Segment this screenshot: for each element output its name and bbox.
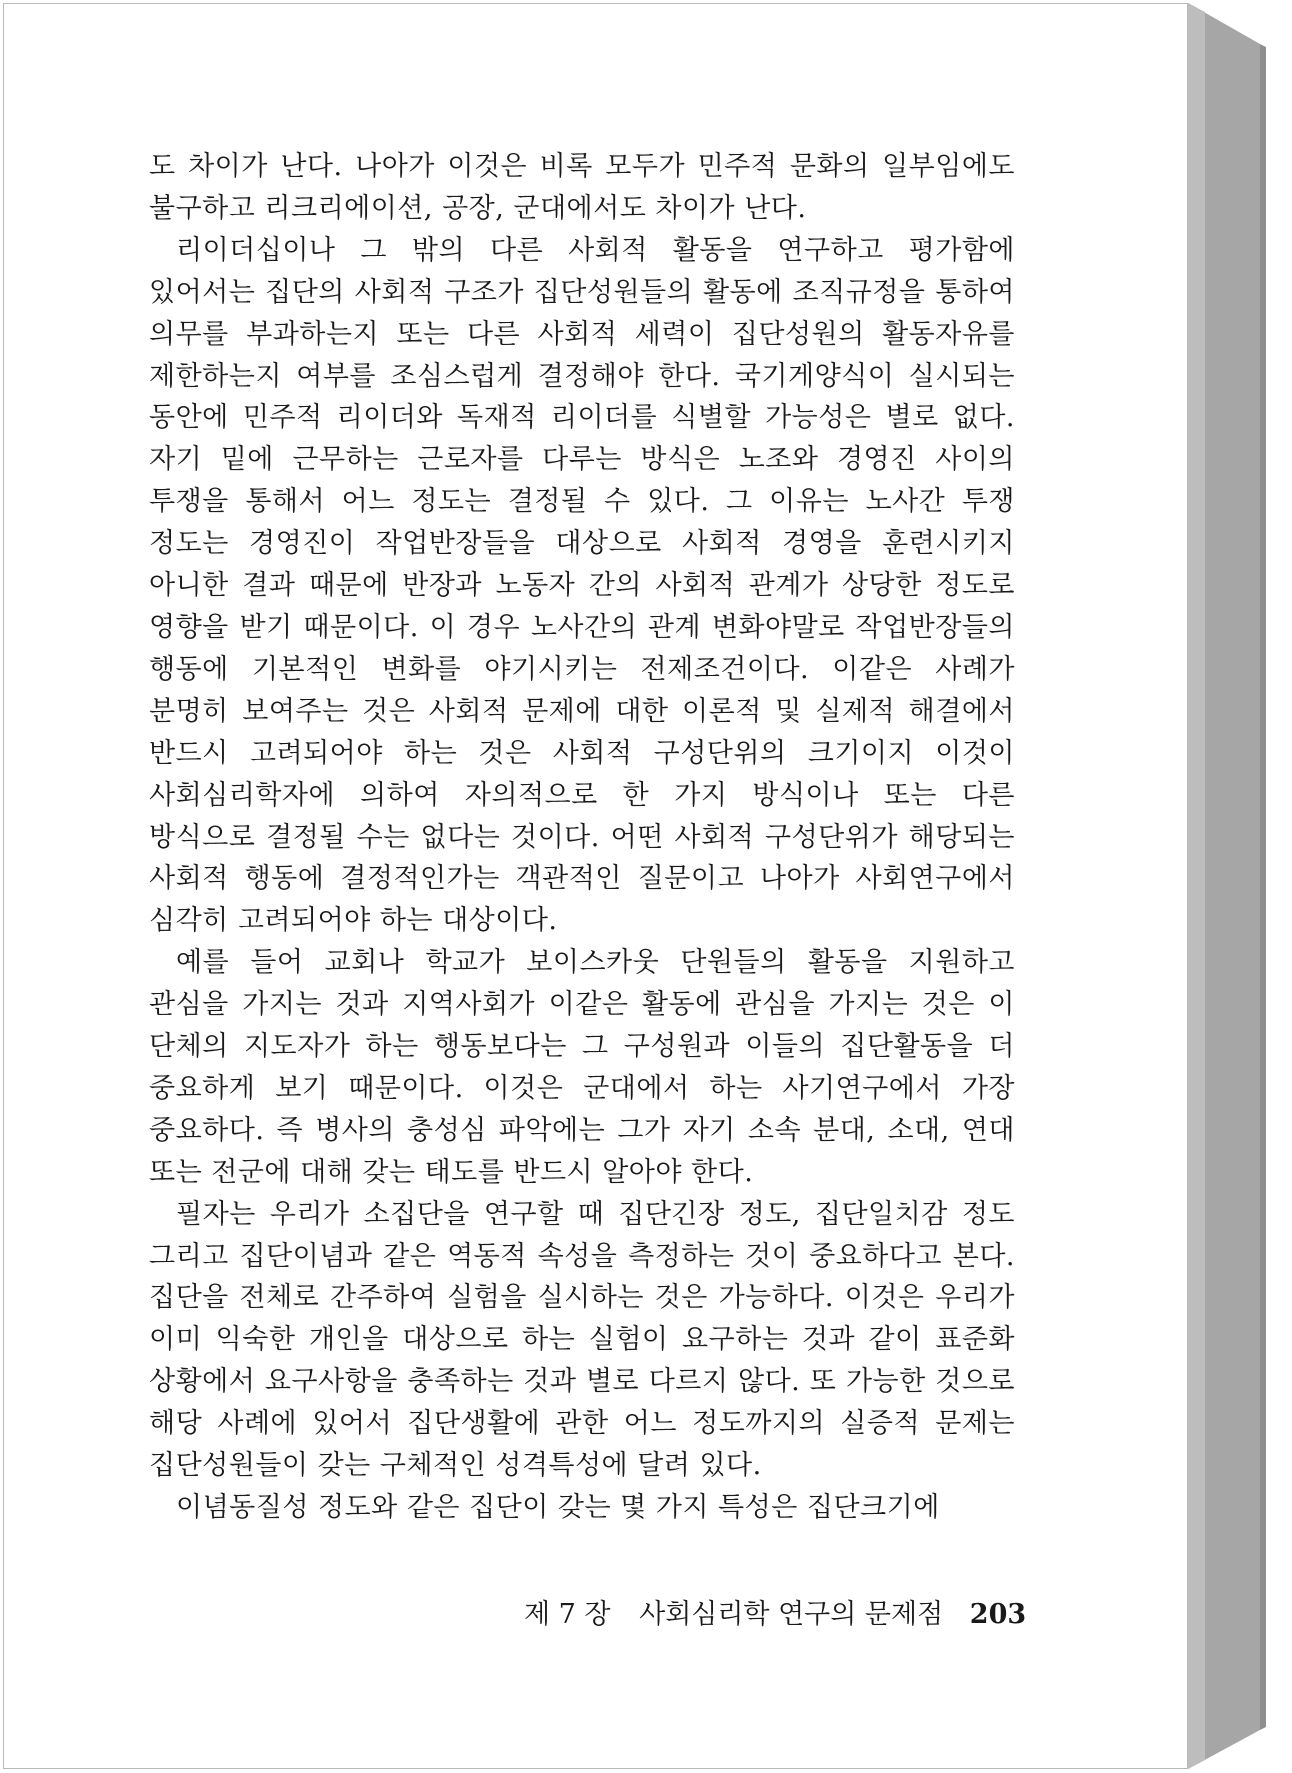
body-text [149, 146, 1015, 1529]
page-number: 203 [969, 1599, 1027, 1630]
running-footer [524, 1592, 1027, 1631]
paragraph-4: 필자는 우리가 소집단을 연구할 때 집단긴장 정도, 집단일치감 정도 그리고 집단이념과 같은 역동적 속성을 측정하는 것이 중요하다고 본다. 집단을 전체로 간주하여 실험을 실시하는 것은 가능하다. 이것은 우리가 이미 익숙한 개인을 대상으로 하는 실험이 요구하는 것과 같이 표준화 상황에서 요구사항을 충족하는 것과 별로 다르지 않다. 또 가능한 것으로 해당 사례에 있어서 집단생활에 관한 어느 정도까지의 실증적 문제는 집단성원들이 갖는 구체적인 성격특성에 달려 있다. [149, 1198, 1015, 1482]
paragraph-5: 이념동질성 정도와 같은 집단이 갖는 몇 가지 특성은 집단크기에 [176, 1492, 940, 1523]
footer-chapter: 제 7 장 [524, 1599, 611, 1630]
document-page [3, 3, 1188, 1769]
paragraph-1: 도 차이가 난다. 나아가 이것은 비록 모두가 민주적 문화의 일부임에도 불구하고 리크리에이션, 공장, 군대에서도 차이가 난다. [149, 151, 1015, 224]
paragraph-3: 예를 들어 교회나 학교가 보이스카웃 단원들의 활동을 지원하고 관심을 가지는 것과 지역사회가 이같은 활동에 관심을 가지는 것은 이 단체의 지도자가 하는 행동보다는 그 구성원과 이들의 집단활동을 더 중요하게 보기 때문이다. 이것은 군대에서 하는 사기연구에서 가장 중요하다. 즉 병사의 충성심 파악에는 그가 자기 소속 분대, 소대, 연대 또는 전군에 대해 갖는 태도를 반드시 알아야 한다. [149, 947, 1015, 1188]
footer-chapter-title: 사회심리학 연구의 문제점 [639, 1599, 944, 1630]
paragraph-2: 리이더십이나 그 밖의 다른 사회적 활동을 연구하고 평가함에 있어서는 집단의 사회적 구조가 집단성원들의 활동에 조직규정을 통하여 의무를 부과하는지 또는 다른 사회적 세력이 집단성원의 활동자유를 제한하는지 여부를 조심스럽게 결정해야 한다. 국기게양식이 실시되는 동안에 민주적 리이더와 독재적 리이더를 식별할 가능성은 별로 없다. 자기 밑에 근무하는 근로자를 다루는 방식은 노조와 경영진 사이의 투쟁을 통해서 어느 정도는 결정될 수 있다. 그 이유는 노사간 투쟁 정도는 경영진이 작업반장들을 대상으로 사회적 경영을 훈련시키지 아니한 결과 때문에 반장과 노동자 간의 사회적 관계가 상당한 정도로 영향을 받기 때문이다. 이 경우 노사간의 관계 변화야말로 작업반장들의 행동에 기본적인 변화를 야기시키는 전제조건이다. 이같은 사례가 분명히 보여주는 것은 사회적 문제에 대한 이론적 및 실제적 해결에서 반드시 고려되어야 하는 것은 사회적 구성단위의 크기이지 이것이 사회심리학자에 의하여 자의적으로 한 가지 방식이나 또는 다른 방식으로 결정될 수는 없다는 것이다. 어떤 사회적 구성단위가 해당되는 사회적 행동에 결정적인가는 객관적인 질문이고 나아가 사회연구에서 심각히 고려되어야 하는 대상이다. [149, 234, 1015, 937]
